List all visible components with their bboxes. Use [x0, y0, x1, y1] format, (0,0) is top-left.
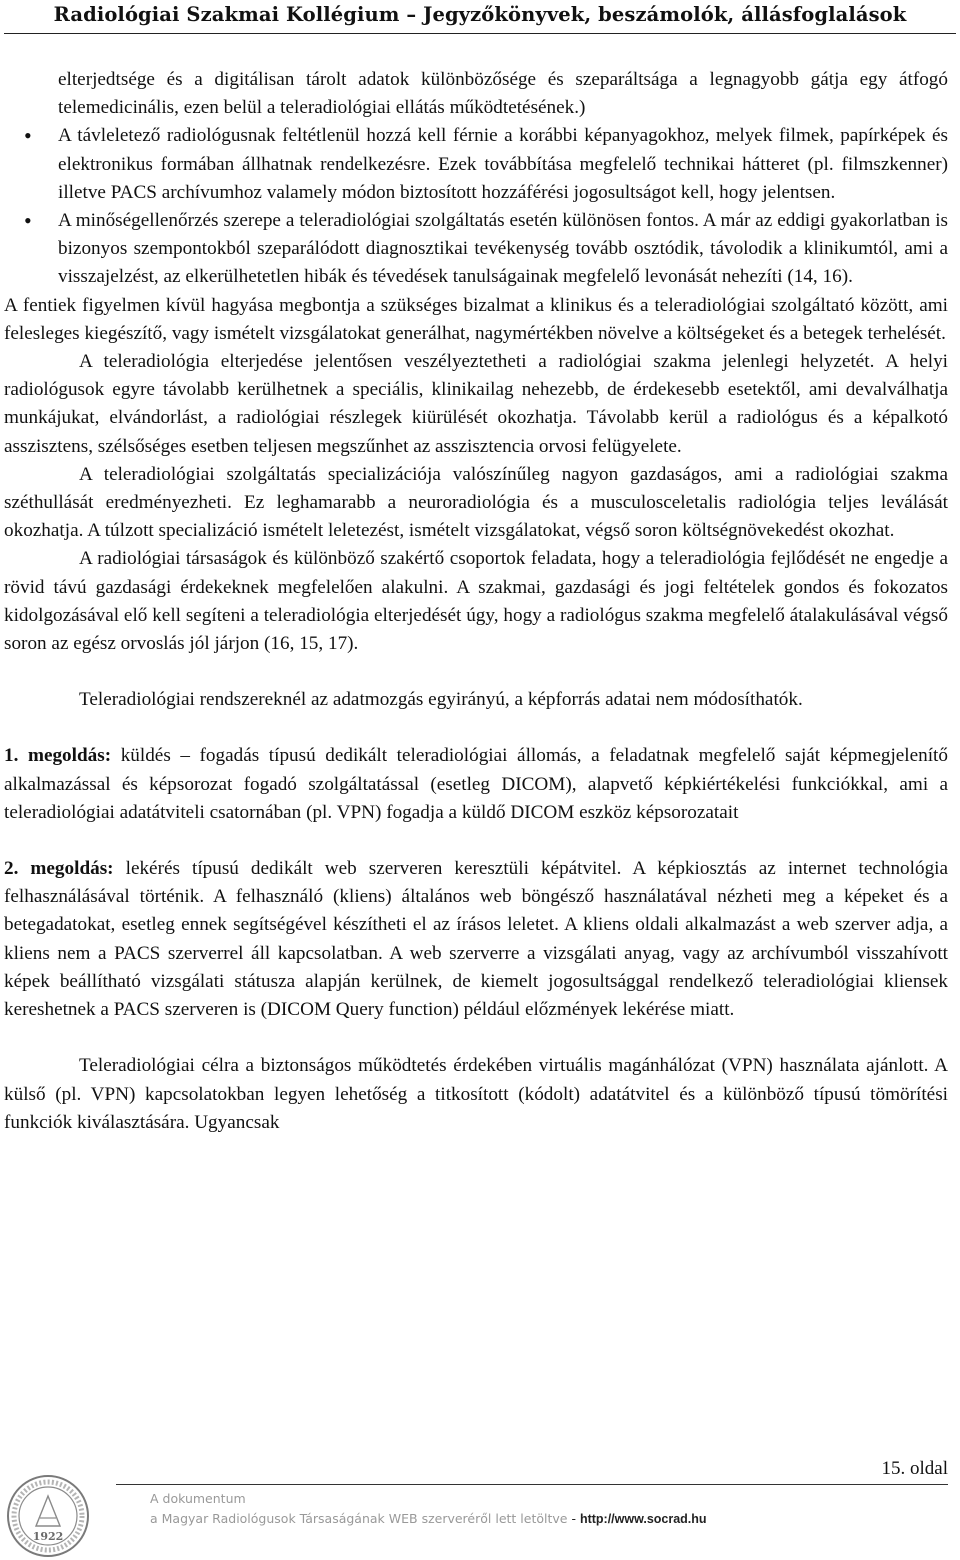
- page-header-title: Radiológiai Szakmai Kollégium – Jegyzőkönyvek, beszámolók, állásfoglalások: [53, 3, 907, 26]
- footer-line-1: A dokumentum: [150, 1491, 246, 1506]
- body-paragraph: A radiológiai társaságok és különböző szakértő csoportok feladata, hogy a teleradiológia fejlődését ne engedje a rövid távú gazdasági érdekeknek megfelelően alakulni. A szakmai, gazdasági és jogi feltételek gondos és fokozatos kidolgozásával elő kell segíteni a teleradiológia elterjedését úgy, hogy a radiológus szakma megfelelő átalakulásával végső soron az egész orvoslás jól járjon (16, 15, 17).: [4, 548, 948, 655]
- body-paragraph: Teleradiológiai célra a biztonságos működtetés érdekében virtuális magánhálózat (VPN) használata ajánlott. A külső (pl. VPN) kapcsolatokban legyen lehetőség a titkosított (kódolt) adatátvitel és a különböző típusú tömörítési funkciók kiválasztására. Ugyancsak: [4, 1055, 948, 1133]
- footer-source-text: a Magyar Radiológusok Társaságának WEB szerveréről lett letöltve: [150, 1511, 568, 1526]
- solution-1-paragraph: [4, 742, 948, 827]
- footer-note: [150, 1489, 707, 1529]
- seal-year: 1922: [32, 1530, 64, 1543]
- society-seal-icon: [6, 1474, 90, 1558]
- solution-2-paragraph: [4, 855, 948, 1024]
- solution-2-label: 2. megoldás:: [4, 858, 114, 880]
- bullet-list: [4, 66, 948, 292]
- footer-url-link[interactable]: http://www.socrad.hu: [579, 1512, 707, 1526]
- page-number: 15. oldal: [881, 1458, 948, 1479]
- body-paragraph: A fentiek figyelmen kívül hagyása megbontja a szükséges bizalmat a klinikus és a teleradiológiai szolgáltató között, ami felesleges kiegészítő, vagy ismételt vizsgálatokat generálhat, nagymértékben növelve a költségeket és a betegek terhelését.: [4, 294, 948, 344]
- solution-2-text: lekérés típusú dedikált web szerveren keresztüli képátvitel. A képkiosztás az internet technológia felhasználásával történik. A felhasználó (kliens) általános web böngésző használatával nézheti meg a képeket és a betegadatokat, esetleg ennek segítségével készítheti el az írásos leletet. A kliens oldali alkalmazást a web szerver adja, a kliens nem a PACS szerverrel áll kapcsolatban. A web szerverre a vizsgálati anyag, vagy az archívumból visszahívott képek beállítható vizsgálati státusza alapján kerülnek, de kiemelt jogosultsággal rendelkező teleradiológiai kliensek kereshetnek a PACS szerveren is (DICOM Query function) például előzmények lekérése miatt.: [4, 858, 949, 1021]
- bullet-item: • A távleletező radiológusnak feltétlenül hozzá kell férnie a korábbi képanyagokhoz, melyek filmek, papírképek és elektronikus formában állhatnak rendelkezésre. Ezek továbbítása megfelelő technikai hátteret (pl. filmszkenner) illetve PACS archívumhoz valamely módon biztosított hozzáférési jogosultságot kell, hogy jelentsen.: [58, 122, 948, 207]
- body-paragraph: A teleradiológia elterjedése jelentősen veszélyeztetheti a radiológiai szakma jelenlegi helyzetét. A helyi radiológusok egyre távolabb kerülhetnek a speciális, klinikailag nehezebb, de érdekesebb esetektől, ami devalválhatja munkájukat, elvándorlást, a radiológiai részlegek kiürülését okozhatja. Távolabb kerül a radiológus és a képalkotó asszisztens, szélsőséges esetben teljesen megszűnhet az asszisztencia orvosi felügyelete.: [4, 351, 948, 457]
- bullet-item: • A minőségellenőrzés szerepe a teleradiológiai szolgáltatás esetén különösen fontos. A már az eddigi gyakorlatban is bizonyos szempontokból szeparálódott diagnosztikai tevékenység tovább osztódik, távolodik a klinikumtól, ami a visszajelzést, az elkerülhetetlen hibák és tévedések tanulságainak megfelelő levonását nehezíti (14, 16).: [58, 207, 948, 292]
- footer-line-2: [150, 1509, 707, 1529]
- body-paragraph: Teleradiológiai rendszereknél az adatmozgás egyirányú, a képforrás adatai nem módosíthatók.: [79, 689, 803, 711]
- solution-1-text: küldés – fogadás típusú dedikált teleradiológiai állomás, a feladatnak megfelelő saját képmegjelenítő alkalmazással és képsorozat fogadó szolgáltatással (esetleg DICOM), alapvető képkiértékelési funkciókkal, ami a teleradiológiai adatátviteli csatornában (pl. VPN) fogadja a küldő DICOM eszköz képsorozatait: [4, 745, 948, 823]
- bullet-item-continuation: elterjedtsége és a digitálisan tárolt adatok különbözősége és szeparáltsága a legnagyobb gátja egy átfogó telemedicinális, ezen belül a teleradiológiai ellátás működtetésének.): [58, 69, 948, 119]
- footer-separator: -: [567, 1511, 580, 1526]
- solution-1-label: 1. megoldás:: [4, 745, 112, 767]
- footer-divider: [116, 1484, 948, 1485]
- document-body: [4, 66, 948, 1137]
- header-divider: [4, 33, 956, 34]
- body-paragraph: A teleradiológiai szolgáltatás specializációja valószínűleg nagyon gazdaságos, ami a radiológiai szakma széthullását eredményezheti. Ez leghamarabb a neuroradiológia és a musculosceletalis radiológia teljes leválását okozhatja. A túlzott specializáció ismételt leletezést, ismételt vizsgálatokat, végső soron költségnövekedést okozhat.: [4, 463, 948, 542]
